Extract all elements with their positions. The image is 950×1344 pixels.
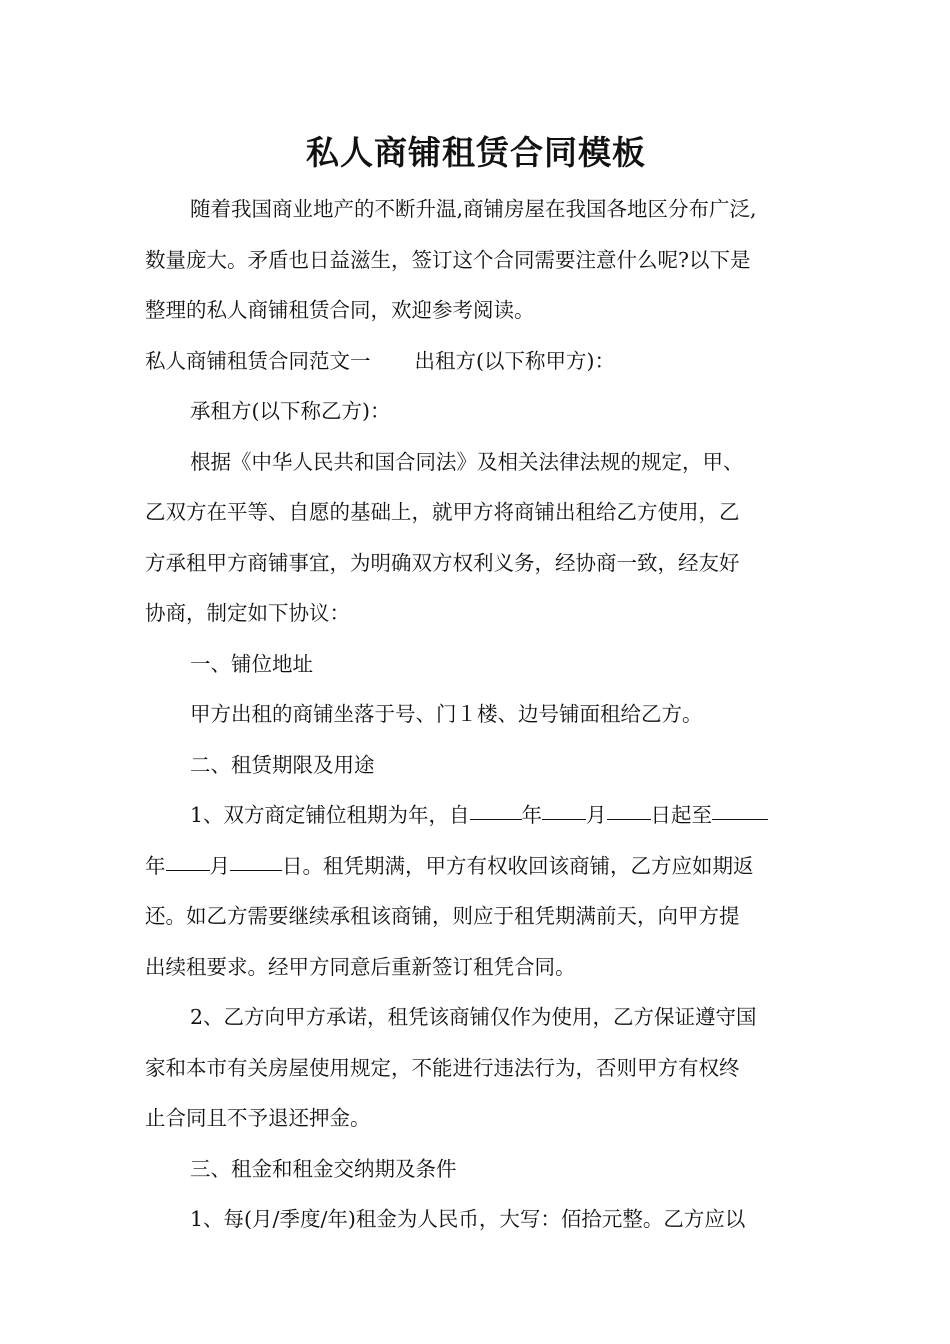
section-1-text: 甲方出租的商铺坐落于号、门１楼、边号铺面租给乙方。 [190,702,703,726]
text-line: 协商，制定如下协议： [145,601,350,625]
text-line: 乙双方在平等、自愿的基础上，就甲方将商铺出租给乙方使用，乙 [145,500,740,524]
blank-field [712,818,768,820]
text-fragment: 月 [586,803,607,827]
text-line: 止合同且不予退还押金。 [145,1106,371,1130]
text-line: 家和本市有关房屋使用规定，不能进行违法行为，否则甲方有权终 [145,1055,740,1080]
intro-paragraph [145,184,807,336]
sample-heading-line [145,336,807,387]
section-3-item-1: 1、每(月/季度/年)租金为人民币，大写：佰拾元整。乙方应以 [190,1207,746,1231]
document-page [145,128,807,1245]
text-line: 还。如乙方需要继续承租该商铺，则应于租凭期满前天，向甲方提 [145,904,740,928]
text-line: 2、乙方向甲方承诺，租凭该商铺仅作为使用，乙方保证遵守国 [190,1005,757,1029]
section-2-item-2 [145,992,807,1144]
section-1-heading: 一、铺位地址 [190,651,313,676]
blank-field [230,869,282,871]
blank-field [607,818,651,820]
text-line: 数量庞大。矛盾也日益滋生，签订这个合同需要注意什么呢?以下是 [145,247,751,272]
blank-field [470,818,522,820]
sample-heading: 私人商铺租赁合同范文一 [145,348,371,373]
section-2-item-1 [145,790,807,992]
text-fragment: 年 [145,853,166,878]
lessee-label: 承租方(以下称乙方)： [190,399,391,423]
text-line [145,841,807,892]
text-fragment: 月 [209,853,230,878]
text-line [145,790,807,841]
document-title: 私人商铺租赁合同模板 [306,133,646,172]
text-fragment: 1、双方商定铺位租期为年，自 [190,803,470,827]
text-fragment: 年 [521,803,543,827]
text-fragment: 日起至 [650,803,713,827]
text-line: 随着我国商业地产的不断升温,商铺房屋在我国各地区分布广泛, [190,197,757,221]
lessor-label: 出租方(以下称甲方)： [414,348,615,373]
section-3-heading: 三、租金和租金交纳期及条件 [190,1156,457,1181]
text-fragment: 日。租凭期满，甲方有权收回该商铺，乙方应如期返 [282,853,754,878]
preamble-paragraph [145,437,807,639]
text-line: 出续租要求。经甲方同意后重新签订租凭合同。 [145,954,576,979]
text-line: 方承租甲方商铺事宜，为明确双方权利义务，经协商一致，经友好 [145,550,740,575]
text-line: 整理的私人商铺租赁合同，欢迎参考阅读。 [145,298,535,322]
blank-field [542,818,586,820]
text-line: 根据《中华人民共和国合同法》及相关法律法规的规定，甲、 [190,449,744,474]
blank-field [166,869,210,871]
section-2-heading: 二、租赁期限及用途 [190,752,375,777]
